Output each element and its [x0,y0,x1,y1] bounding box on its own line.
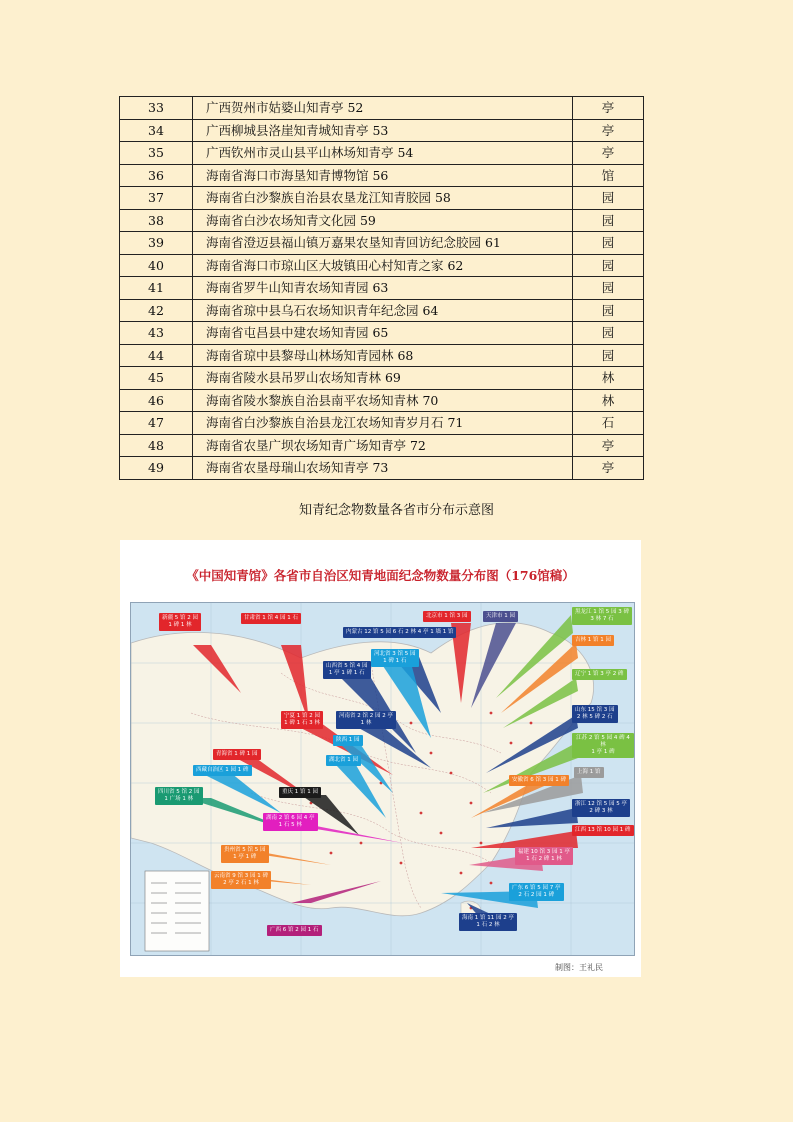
memorial-type: 亭 [573,97,644,120]
memorial-name: 海南省海口市琼山区大坡镇田心村知青之家 62 [193,254,573,277]
table-row [120,232,644,255]
memorial-type: 园 [573,232,644,255]
row-number: 40 [120,254,193,277]
row-number: 44 [120,344,193,367]
table-row [120,344,644,367]
memorial-type: 石 [573,412,644,435]
memorial-name: 海南省琼中县黎母山林场知青园林 68 [193,344,573,367]
table-row [120,389,644,412]
province-label: 广西 6 馆 2 园 1 石 [267,925,322,936]
province-label: 新疆 5 馆 2 园 1 碑 1 林 [159,613,201,631]
province-label: 山东 15 馆 3 园 2 林 5 碑 2 石 [572,705,618,723]
province-label: 湖北省 1 园 [326,755,361,766]
row-number: 42 [120,299,193,322]
table-row [120,367,644,390]
province-label: 内蒙古 12 馆 5 园 6 石 2 林 4 亭 1 墙 1 馆 [343,627,456,638]
memorial-table [119,96,644,480]
province-label: 山西省 5 馆 4 园 1 亭 1 碑 1 石 [323,661,371,679]
row-number: 45 [120,367,193,390]
memorial-name: 海南省白沙黎族自治县农垦龙江知青胶园 58 [193,187,573,210]
memorial-name: 海南省屯昌县中建农场知青园 65 [193,322,573,345]
memorial-type: 园 [573,277,644,300]
table-row [120,164,644,187]
table-row [120,209,644,232]
row-number: 48 [120,434,193,457]
province-label: 吉林 1 馆 1 园 [572,635,614,646]
province-label: 北京市 1 馆 3 园 [423,611,471,622]
memorial-type: 亭 [573,142,644,165]
province-label: 四川省 5 馆 2 园 1 广场 1 林 [155,787,203,805]
memorial-name: 海南省琼中县乌石农场知识青年纪念园 64 [193,299,573,322]
row-number: 41 [120,277,193,300]
table-row [120,434,644,457]
row-number: 47 [120,412,193,435]
province-label: 宁夏 1 馆 2 园 1 碑 1 石 3 林 [281,711,323,729]
memorial-name: 海南省海口市海垦知青博物馆 56 [193,164,573,187]
table-row [120,119,644,142]
memorial-name: 海南省罗牛山知青农场知青园 63 [193,277,573,300]
row-number: 33 [120,97,193,120]
china-map [130,602,635,956]
table-row [120,277,644,300]
province-label: 天津市 1 园 [483,611,518,622]
map-credit: 制图：王礼民 [555,963,603,972]
province-label: 重庆 1 馆 1 园 [279,787,321,798]
row-number: 34 [120,119,193,142]
memorial-name: 海南省白沙黎族自治县龙江农场知青岁月石 71 [193,412,573,435]
memorial-name: 广西贺州市姑婆山知青亭 52 [193,97,573,120]
row-number: 38 [120,209,193,232]
memorial-name: 海南省农垦母瑞山农场知青亭 73 [193,457,573,480]
table-row [120,97,644,120]
memorial-name: 广西柳城县洛崖知青城知青亭 53 [193,119,573,142]
memorial-type: 园 [573,187,644,210]
memorial-type: 亭 [573,119,644,142]
province-label: 云南省 9 馆 3 园 1 碑 2 亭 2 石 1 林 [211,871,271,889]
memorial-name: 海南省陵水县吊罗山农场知青林 69 [193,367,573,390]
table-row [120,254,644,277]
table-row [120,142,644,165]
province-label: 黑龙江 1 馆 5 园 3 碑 3 林 7 石 [572,607,632,625]
province-label: 贵州省 5 馆 5 园 1 亭 1 碑 [221,845,269,863]
memorial-type: 馆 [573,164,644,187]
memorial-type: 园 [573,209,644,232]
memorial-type: 林 [573,389,644,412]
map-title: 《中国知青馆》各省市自治区知青地面纪念物数量分布图（176馆稿） [186,568,575,583]
province-label: 福建 10 馆 3 园 1 亭 1 石 2 碑 1 林 [515,847,573,865]
figure-caption: 知青纪念物数量各省市分布示意图 [298,503,494,518]
province-label: 安徽省 6 馆 3 园 1 碑 [509,775,569,786]
memorial-type: 园 [573,322,644,345]
row-number: 49 [120,457,193,480]
row-number: 43 [120,322,193,345]
memorial-name: 海南省白沙农场知青文化园 59 [193,209,573,232]
province-label: 浙江 12 馆 5 园 5 亭 2 碑 3 林 [572,799,630,817]
memorial-name: 海南省农垦广坝农场知青广场知青亭 72 [193,434,573,457]
memorial-name: 广西钦州市灵山县平山林场知青亭 54 [193,142,573,165]
province-label: 海南 1 馆 11 园 2 亭 1 石 2 林 [459,913,517,931]
province-label: 辽宁 1 馆 3 亭 2 碑 [572,669,627,680]
memorial-type: 园 [573,299,644,322]
distribution-map-figure [120,540,641,977]
table-row [120,187,644,210]
row-number: 36 [120,164,193,187]
row-number: 37 [120,187,193,210]
memorial-type: 林 [573,367,644,390]
row-number: 35 [120,142,193,165]
province-label: 陕西 1 园 [333,735,363,746]
province-label: 河北省 3 馆 5 园 1 碑 1 石 [371,649,419,667]
table-row [120,299,644,322]
memorial-type: 亭 [573,434,644,457]
province-label: 西藏自治区 1 园 1 碑 [193,765,252,776]
province-label: 广东 6 馆 5 园 7 亭 2 石 2 园 1 碑 [509,883,564,901]
memorial-name: 海南省澄迈县福山镇万嘉果农垦知青回访纪念胶园 61 [193,232,573,255]
province-label: 青海省 1 碑 1 园 [213,749,261,760]
province-label: 河南省 2 馆 2 园 2 亭 1 林 [336,711,396,729]
province-label: 甘肃省 1 馆 4 园 1 石 [241,613,301,624]
province-label: 上海 1 馆 [574,767,604,778]
province-label: 湖南 2 馆 6 园 4 亭 1 石 5 林 [263,813,318,831]
table-row [120,322,644,345]
memorial-type: 亭 [573,457,644,480]
province-label: 江苏 2 馆 5 园 4 碑 4 林 1 亭 1 碑 [572,733,634,758]
memorial-type: 园 [573,344,644,367]
row-number: 39 [120,232,193,255]
memorial-type: 园 [573,254,644,277]
table-row [120,412,644,435]
memorial-name: 海南省陵水黎族自治县南平农场知青林 70 [193,389,573,412]
row-number: 46 [120,389,193,412]
province-label: 江西 13 馆 10 园 1 碑 [572,825,634,836]
table-row [120,457,644,480]
